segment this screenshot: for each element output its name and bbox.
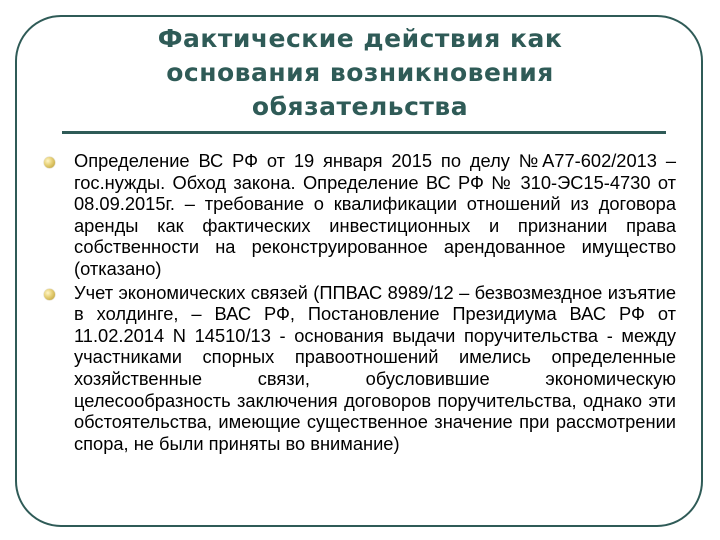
- title-line-1: Фактические действия как: [157, 24, 563, 53]
- title-divider: [62, 131, 666, 134]
- bullet-dot-icon: [44, 157, 55, 168]
- bullet-item-2: [44, 282, 676, 455]
- bullet-list: [44, 150, 676, 456]
- bullet-text-2: Учет экономических связей (ППВАС 8989/12 – безвозмездное изъятие в холдинге, – ВАС РФ, Постановление Президиума ВАС РФ от 11.02.2014 N 14510/13 - основания выдачи поручительства - между участниками спорных правоотношений имелись определенные хозяйственные связи, обусловившие экономическую целесообразность заключения договоров поручительства, однако эти обстоятельства, имеющие существенное значение при рассмотрении спора, не были приняты во внимание): [74, 281, 676, 454]
- bullet-dot-icon: [44, 289, 55, 300]
- bullet-item-1: [44, 150, 676, 280]
- title-line-2: основания возникновения: [166, 58, 554, 87]
- bullet-text-1: Определение ВС РФ от 19 января 2015 по делу №А77-602/2013 – гос.нужды. Обход закона. Определение ВС РФ № 310-ЭС15-4730 от 08.09.2015г. – требование о квалификации отношений из договора аренды как фактических инвестиционных и признании права собственности на реконструированное арендованное имущество (отказано): [74, 150, 676, 279]
- slide-title: [60, 22, 660, 124]
- title-line-3: обязательства: [251, 92, 469, 121]
